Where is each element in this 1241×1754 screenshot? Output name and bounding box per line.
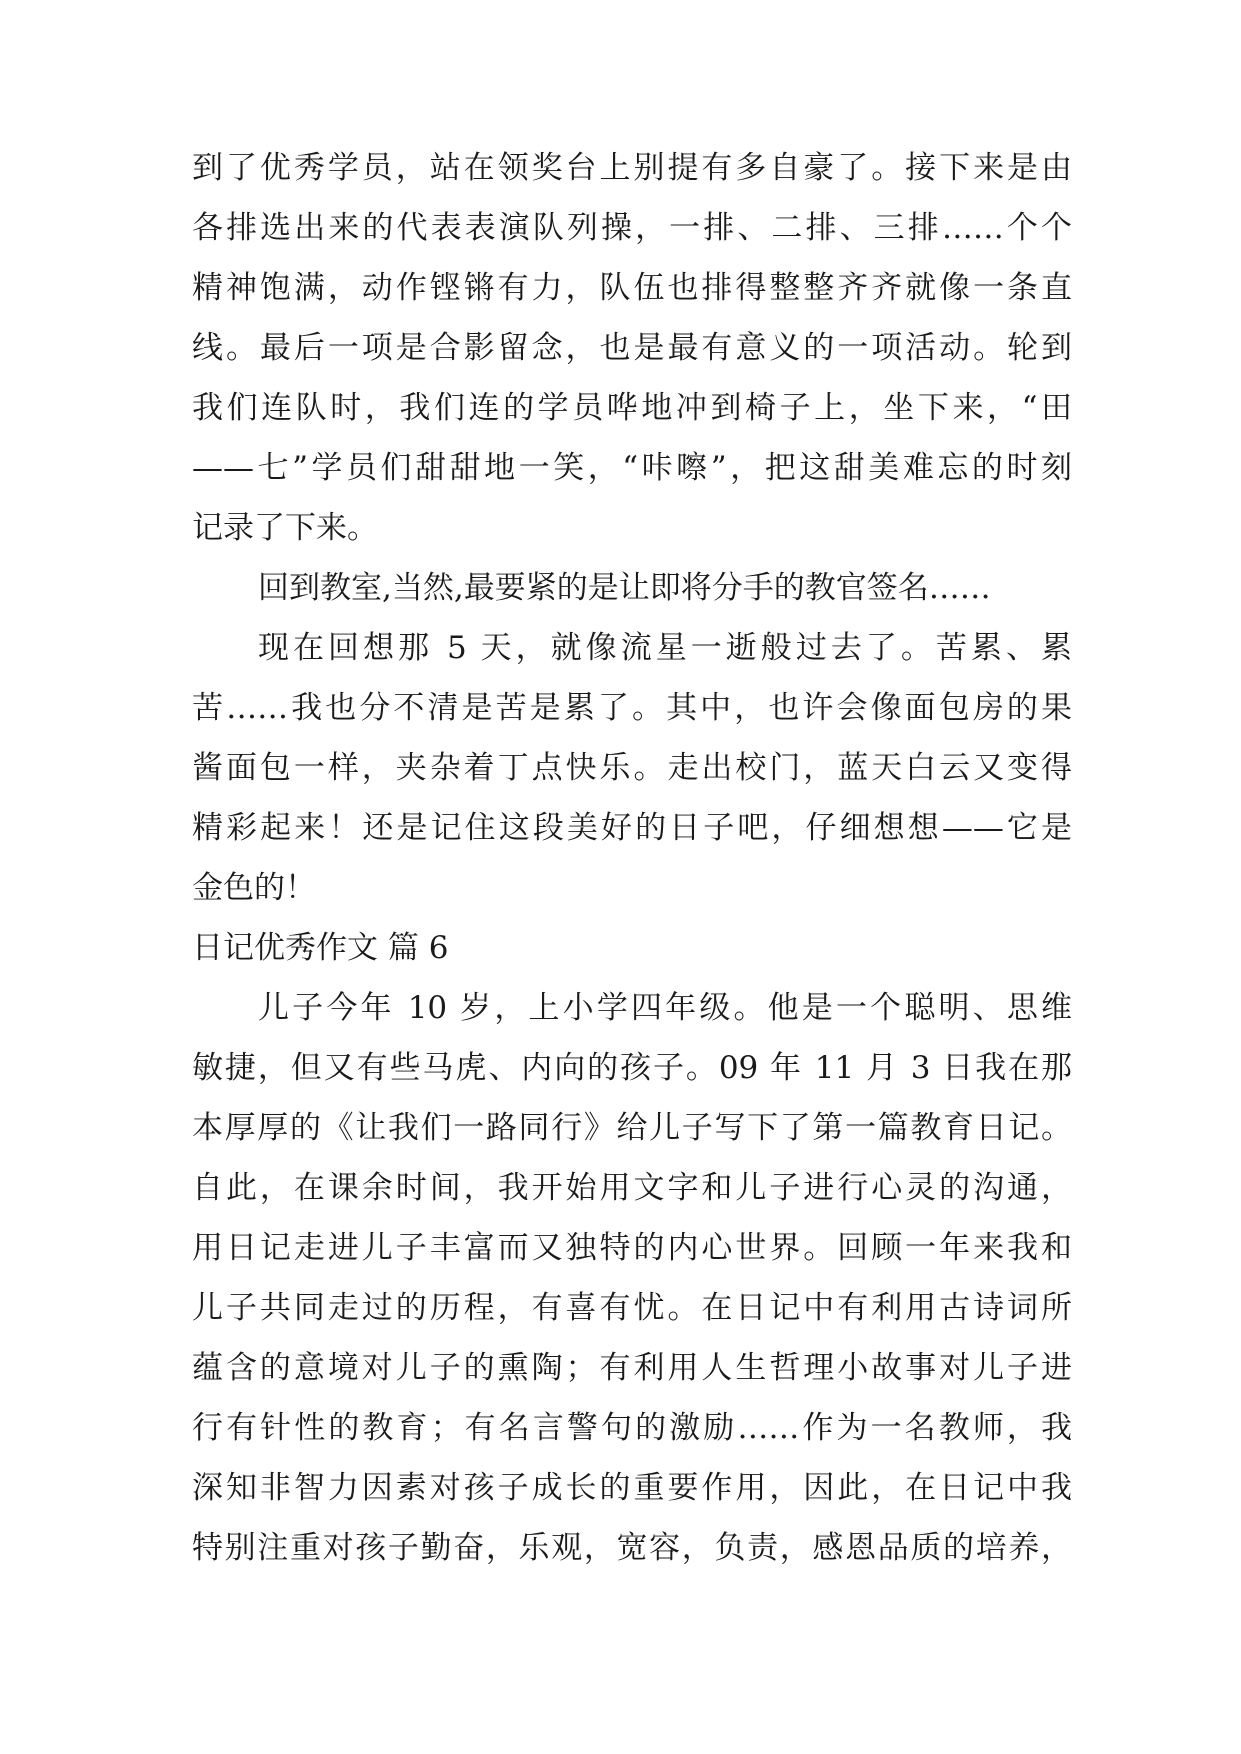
text-line: 敏捷，但又有些马虎、内向的孩子。09 年 11 月 3 日我在那 [192, 1050, 1072, 1086]
text-line: 金色的！ [192, 870, 316, 906]
text-line: 特别注重对孩子勤奋，乐观，宽容，负责，感恩品质的培养， [192, 1530, 1072, 1566]
text-line: 到了优秀学员，站在领奖台上别提有多自豪了。接下来是由 [192, 150, 1072, 186]
section-heading: 日记优秀作文 篇 6 [192, 930, 449, 966]
text-line: 记录了下来。 [192, 510, 378, 546]
text-line: 线。最后一项是合影留念，也是最有意义的一项活动。轮到 [192, 330, 1072, 366]
text-line: 回到教室,当然,最要紧的是让即将分手的教官签名…… [258, 570, 991, 606]
text-line: 行有针性的教育；有名言警句的激励……作为一名教师，我 [192, 1410, 1072, 1446]
text-line: 精彩起来！还是记住这段美好的日子吧，仔细想想——它是 [192, 810, 1072, 846]
text-line: 本厚厚的《让我们一路同行》给儿子写下了第一篇教育日记。 [192, 1110, 1072, 1146]
text-line: 现在回想那 5 天，就像流星一逝般过去了。苦累、累 [258, 630, 1072, 666]
text-line: 深知非智力因素对孩子成长的重要作用，因此，在日记中我 [192, 1470, 1072, 1506]
text-line: 酱面包一样，夹杂着丁点快乐。走出校门，蓝天白云又变得 [192, 750, 1072, 786]
text-line: 儿子共同走过的历程，有喜有忧。在日记中有利用古诗词所 [192, 1290, 1072, 1326]
text-line: 我们连队时，我们连的学员哗地冲到椅子上，坐下来，“田 [192, 390, 1072, 426]
text-line: 蕴含的意境对儿子的熏陶；有利用人生哲理小故事对儿子进 [192, 1350, 1072, 1386]
text-line: 苦……我也分不清是苦是累了。其中，也许会像面包房的果 [192, 690, 1072, 726]
text-line: 自此，在课余时间，我开始用文字和儿子进行心灵的沟通， [192, 1170, 1072, 1206]
text-line: 精神饱满，动作铿锵有力，队伍也排得整整齐齐就像一条直 [192, 270, 1072, 306]
text-line: 各排选出来的代表表演队列操，一排、二排、三排……个个 [192, 210, 1072, 246]
text-line: 用日记走进儿子丰富而又独特的内心世界。回顾一年来我和 [192, 1230, 1072, 1266]
text-line: 儿子今年 10 岁，上小学四年级。他是一个聪明、思维 [258, 990, 1072, 1026]
text-line: ——七”学员们甜甜地一笑，“咔嚓”，把这甜美难忘的时刻 [192, 450, 1072, 486]
